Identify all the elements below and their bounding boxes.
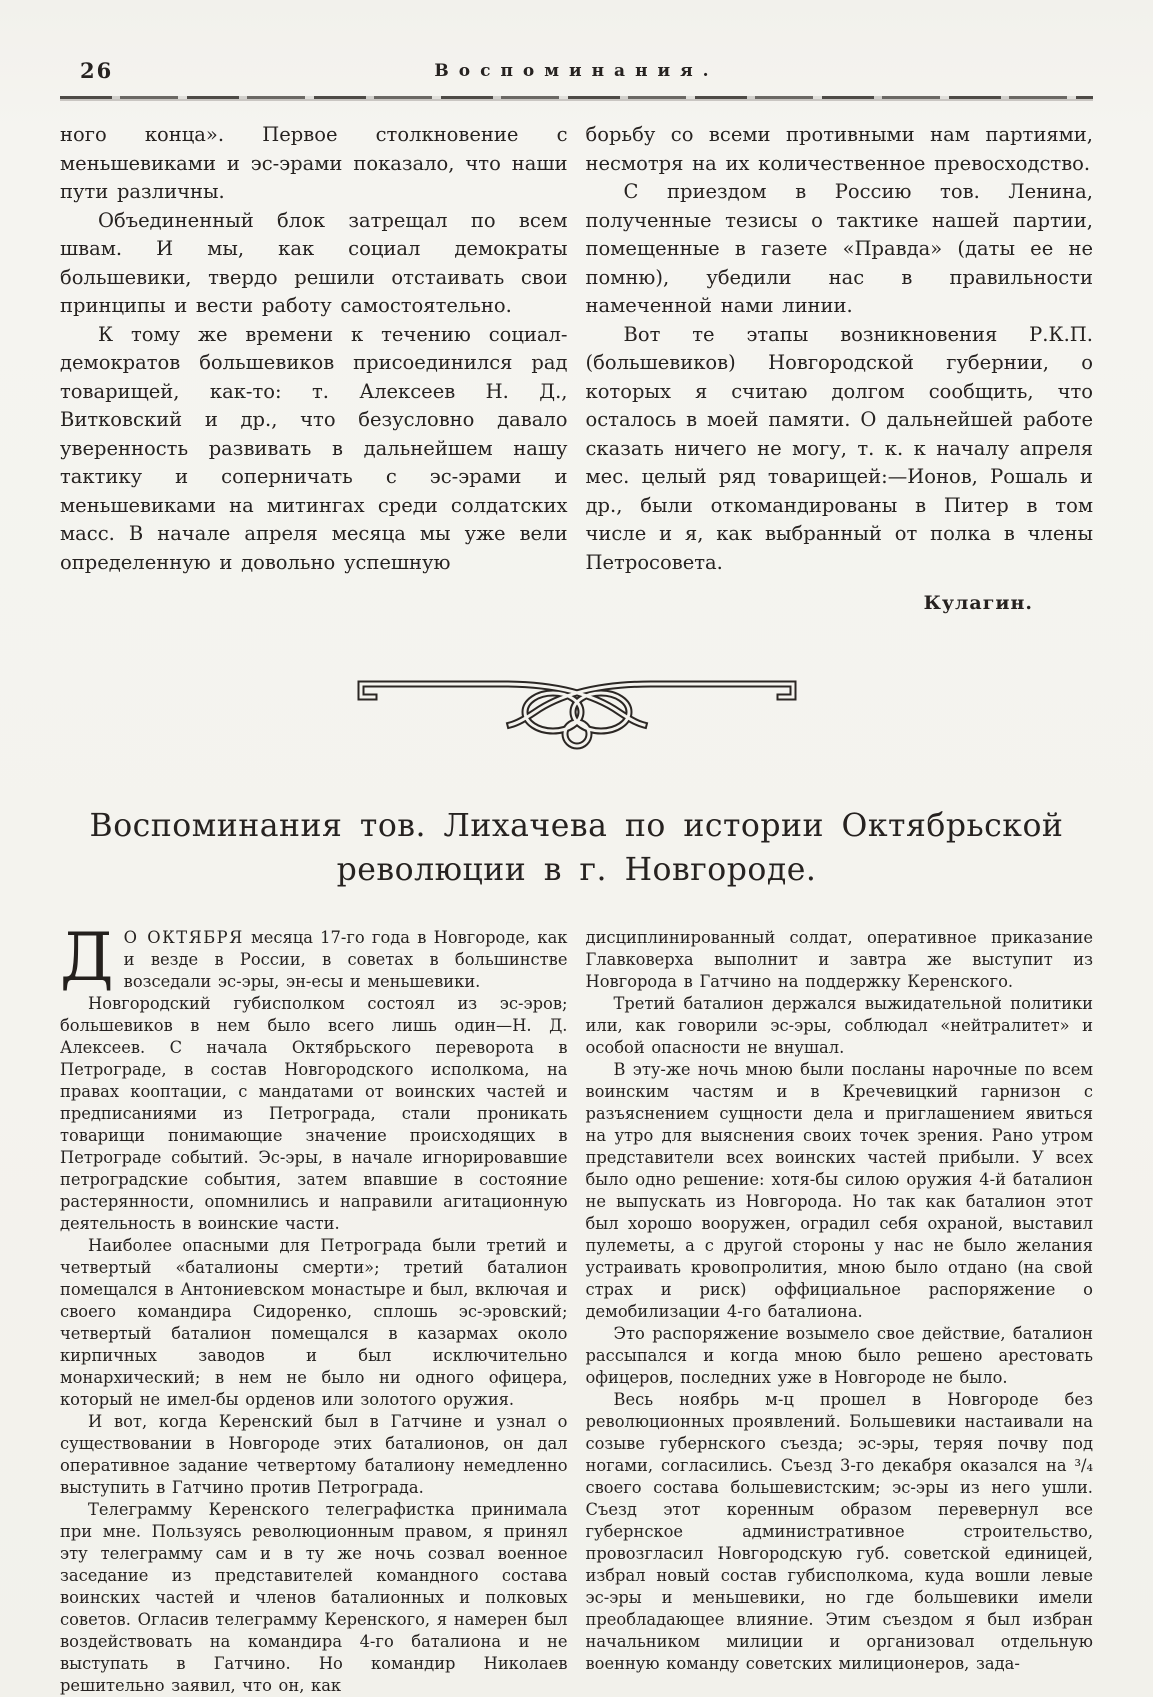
lead-text: месяца 17-го года в Новгороде, как и везде в России, в советах в большинстве возседали эс-эры, эн-есы и меньшевики. [123, 927, 568, 991]
article-title-line-1: Воспоминания тов. Лихачева по истории Октябрьской [89, 807, 1064, 844]
article-right-column [586, 927, 1094, 1697]
paragraph: Весь ноябрь м-ц прошел в Новгороде без революционных проявлений. Большевики настаивали на созыве губернского съезда; эс-эры, теряя почву под ногами, согласились. Съезд 3-го декабря оказался на ³/₄ своего состава большевистским; эс-эры из него ушли. Съезд этот коренным образом перевернул все губернское административное строительство, провозгласил Новгородскую губ. советской единицей, избрал новый состав губисполкома, куда вошли левые эс-эры и меньшевики, но где большевики имели преобладающее влияние. Этим съездом я был избран начальником милиции и организовал отдельную военную команду советских милиционеров, зада- [585, 1389, 1093, 1673]
page-header [60, 56, 1093, 90]
paragraph-with-dropcap [60, 918, 568, 996]
paragraph: Наиболее опасными для Петрограда были третий и четвертый «баталионы смерти»; третий баталион помещался в Антониевском монастыре и был, включая и своего командира Сидоренко, сплошь эс-эровский; четвертый баталион помещался в казармах около кирпичных заводов и был исключительно монархический; в нем не было ни одного офицера, который не имел-бы орденов или золотого оружия. [60, 1235, 568, 1409]
drop-cap: Д [60, 918, 114, 996]
article-title-line-2: революции в г. Новгороде. [336, 852, 817, 889]
prev-article-left-column [60, 121, 568, 618]
article-title [77, 804, 1077, 893]
paragraph: В эту-же ночь мною были посланы нарочные по всем воинским частям и в Кречевицкий гарнизон с разъяснением сущности дела и приглашением явиться на утро для выяснения своих точек зрения. Рано утром представители всех воинских частей прибыли. У всех было одно решение: хотя-бы силою оружия 4-й баталион не выпускать из Новгорода. Но так как баталион этот был хорошо вооружен, оградил себя охраной, выставил пулеметы, а с другой стороны у нас не было желания устраивать кровопролития, мною было отдано (на свой страх и риск) оффициальное распоряжение о демобилизации 4-го баталиона. [585, 1059, 1093, 1321]
paragraph: И вот, когда Керенский был в Гатчине и узнал о существовании в Новгороде этих баталионов, он дал оперативное задание четвертому баталиону немедленно выступить в Гатчино против Петрограда. [60, 1411, 568, 1497]
article-body-section [60, 918, 1093, 1697]
prev-article-right-column [586, 121, 1094, 618]
paragraph: Новгородский губисполком состоял из эс-эров; большевиков в нем было всего лишь один—Н. Д. Алексеев. С начала Октябрьского переворота в Петрограде, в состав Новгородского исполкома, на правах кооптации, с мандатами от воинских частей и предписаниями из Петрограда, стали проникать товарищи понимающие значение происходящих в Петрограде событий. Эс-эры, в начале игнорировавшие петроградские события, затем впавшие в состояние растерянности, опомнились и направили агитационную деятельность в воинские части. [60, 993, 568, 1233]
running-title: Воспоминания. [434, 61, 719, 81]
art-nouveau-flourish-icon [347, 664, 807, 756]
lead-caps: О ОКТЯБРЯ [123, 927, 244, 947]
paragraph: борьбу со всеми противными нам партиями, несмотря на их количественное превосходство. [585, 123, 1093, 175]
author-signature: Кулагин. [923, 592, 1033, 614]
paragraph: К тому же времени к течению социал-демократов большевиков присоединился рад товарищей, как-то: т. Алексеев Н. Д., Витковский и др., что безусловно давало уверенность развивать в дальнейшем нашу тактику и соперничать с эс-эрами и меньшевиками на митингах среди солдатских масс. В начале апреля месяца мы уже вели определенную и довольно успешную [60, 322, 568, 574]
paragraph: Объединенный блок затрещал по всем швам. И мы, как социал демократы большевики, твердо решили отстаивать свои принципы и вести работу самостоятельно. [60, 208, 568, 317]
paragraph: дисциплинированный солдат, оперативное приказание Главковерха выполнит и завтра же выступит из Новгорода в Гатчино на поддержку Керенского. [585, 927, 1093, 991]
previous-article-section [60, 121, 1093, 618]
section-divider [60, 664, 1093, 760]
header-rule [60, 96, 1093, 99]
article-left-column [60, 918, 568, 1697]
paragraph: Телеграмму Керенского телеграфистка принимала при мне. Пользуясь революционным правом, я принял эту телеграмму сам и в ту же ночь созвал военное заседание из представителей командного состава воинских частей и членов баталионных и полковых советов. Огласив телеграмму Керенского, я намерен был воздействовать на командира 4-го баталиона и не выступать в Гатчино. Но командир Николаев решительно заявил, что он, как [60, 1499, 568, 1695]
paragraph: С приездом в Россию тов. Ленина, полученные тезисы о тактике нашей партии, помещенные в газете «Правда» (даты ее не помню), убедили нас в правильности намеченной нами линии. [585, 180, 1093, 317]
paragraph: ного конца». Первое столкновение с меньшевиками и эс-эрами показало, что наши пути различны. [60, 123, 568, 203]
paragraph: Это распоряжение возымело свое действие, баталион рассыпался и когда мною было решено арестовать офицеров, последних уже в Новгороде не было. [585, 1323, 1093, 1387]
paragraph: Третий баталион держался выжидательной политики или, как говорили эс-эры, соблюдал «нейтралитет» и особой опасности не внушал. [585, 993, 1093, 1057]
paragraph: Вот те этапы возникновения Р.К.П. (большевиков) Новгородской губернии, о которых я считаю долгом сообщить, что осталось в моей памяти. О дальнейшей работе сказать ничего не могу, т. к. к началу апреля мес. целый ряд товарищей:—Ионов, Рошаль и др., были откомандированы в Питер в том числе и я, как выбранный от полка в члены Петросовета. [585, 322, 1093, 574]
page-number: 26 [80, 58, 114, 83]
